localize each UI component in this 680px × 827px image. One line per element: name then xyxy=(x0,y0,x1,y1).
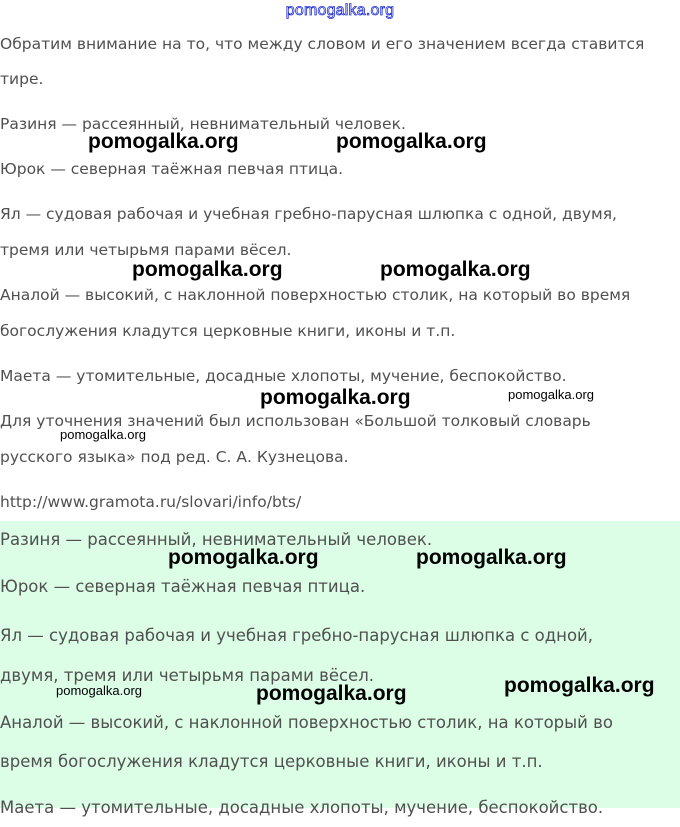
definition-yal-line-1: Ял — судовая рабочая и учебная гребно-парусная шлюпка с одной, двумя, xyxy=(0,205,617,223)
definition-yurok: Юрок — северная таёжная певчая птица. xyxy=(0,160,344,178)
watermark: pomogalka.org xyxy=(132,258,283,281)
watermark: pomogalka.org xyxy=(256,682,407,705)
definition-razinya: Разиня — рассеянный, невнимательный человек. xyxy=(0,115,406,133)
site-header-logo[interactable]: pomogalka.org xyxy=(285,2,395,19)
watermark: pomogalka.org xyxy=(504,674,655,697)
definition-yal-line-2: тремя или четырьмя парами вёсел. xyxy=(0,241,292,259)
intro-line-2: тире. xyxy=(0,70,44,88)
watermark: pomogalka.org xyxy=(168,546,319,569)
watermark: pomogalka.org xyxy=(380,258,531,281)
answer-definition-yal-line-1: Ял — судовая рабочая и учебная гребно-парусная шлюпка с одной, xyxy=(0,626,594,645)
answer-definition-maeta-partial: Маета — утомительные, досадные хлопоты, мучение, беспокойство. xyxy=(0,798,604,817)
definition-analoi-line-1: Аналой — высокий, с наклонной поверхностью столик, на который во время xyxy=(0,286,631,304)
answer-definition-analoi-line-1: Аналой — высокий, с наклонной поверхностью столик, на который во xyxy=(0,713,613,732)
watermark: pomogalka.org xyxy=(508,387,594,402)
intro-line-1: Обратим внимание на то, что между словом и его значением всегда ставится xyxy=(0,35,645,53)
watermark: pomogalka.org xyxy=(88,130,239,153)
watermark: pomogalka.org xyxy=(416,546,567,569)
answer-definition-yurok: Юрок — северная таёжная певчая птица. xyxy=(0,577,366,596)
definition-maeta: Маета — утомительные, досадные хлопоты, мучение, беспокойство. xyxy=(0,367,567,385)
source-link[interactable]: http://www.gramota.ru/slovari/info/bts/ xyxy=(0,493,302,511)
answer-definition-analoi-line-2: время богослужения кладутся церковные книги, иконы и т.п. xyxy=(0,752,543,771)
answer-definition-razinya: Разиня — рассеянный, невнимательный человек. xyxy=(0,530,433,549)
answer-panel xyxy=(0,521,680,817)
watermark: pomogalka.org xyxy=(60,427,146,442)
source-line-2: русского языка» под ред. С. А. Кузнецова. xyxy=(0,448,349,466)
watermark: pomogalka.org xyxy=(336,130,487,153)
definition-analoi-line-2: богослужения кладутся церковные книги, иконы и т.п. xyxy=(0,322,456,340)
source-line-1: Для уточнения значений был использован «Большой толковый словарь xyxy=(0,412,591,430)
watermark: pomogalka.org xyxy=(260,386,411,409)
watermark: pomogalka.org xyxy=(56,683,142,698)
answer-definition-yal-line-2: двумя, тремя или четырьмя парами вёсел. xyxy=(0,666,374,685)
